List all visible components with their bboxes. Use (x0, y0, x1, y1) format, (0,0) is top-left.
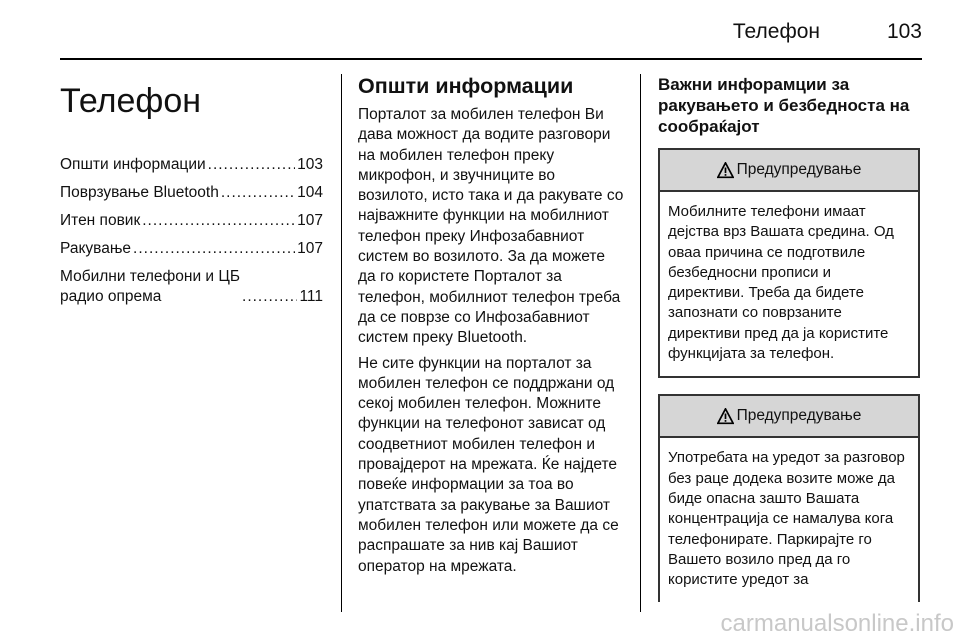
toc-item-label: Општи информации (60, 156, 206, 173)
warning-box (658, 148, 920, 378)
section-heading: Важни инфорамции за ракувањето и безбедноста на сообраќајот (658, 75, 910, 136)
table-of-contents (60, 155, 323, 307)
running-header-title: Телефон (732, 20, 820, 43)
warning-text: Мобилните телефони имаат дејства врз Вашата средина. Од оваа причина се подготвиле безбедносни прописи и директиви. Треба да бидете запознати со поврзаните директиви пред да ја користите функцијата за телефон. (668, 203, 894, 363)
toc-item-page: 107 (297, 240, 323, 257)
chapter-title: Телефон (60, 82, 202, 120)
toc-item-label: Итен повик (60, 212, 141, 229)
toc-item-label: Мобилни телефони и ЦБ радио опрема (60, 268, 241, 305)
warning-title: Предупредување (736, 407, 862, 425)
toc-item[interactable] (60, 267, 323, 307)
general-info-column (358, 74, 624, 582)
toc-item-page: 104 (297, 184, 323, 201)
toc-leader-dots (142, 211, 295, 231)
toc-item[interactable] (60, 239, 323, 259)
warning-header (660, 396, 918, 438)
toc-column (60, 74, 323, 315)
toc-item[interactable] (60, 155, 323, 175)
warning-triangle-icon (717, 162, 734, 179)
toc-item-page: 111 (299, 288, 323, 305)
toc-item-page: 103 (297, 156, 323, 173)
warning-text: Употребата на уредот за разговор без раце додека возите може да биде опасна зашто Вашата концентрација се намалува кога телефонирате. Паркирајте го Вашето возило пред да го користите уредот за (668, 449, 905, 589)
toc-item[interactable] (60, 211, 323, 231)
section-heading: Општи информации (358, 74, 574, 98)
body-paragraph: Не сите функции на порталот за мобилен телефон се поддржани од секој мобилен телефон. Можните функции на телефонот зависат од соодветниот мобилен телефон и провајдерот на мрежата. Ќе најдете повеќе информации за тоа во упатствата за ракување за Вашиот мобилен телефон или можете да се распрашате за нив кај Вашиот оператор на мрежата. (358, 354, 619, 575)
watermark: carmanualsonline.info (720, 610, 954, 637)
toc-leader-dots (242, 287, 297, 307)
warning-header (660, 150, 918, 192)
column-divider (640, 74, 641, 612)
toc-item-label: Поврзување Bluetooth (60, 184, 219, 201)
header-rule (60, 58, 922, 60)
toc-item-label: Ракување (60, 240, 132, 257)
warning-box (658, 394, 920, 602)
warning-title: Предупредување (736, 161, 862, 178)
toc-leader-dots (133, 239, 295, 259)
toc-leader-dots (221, 183, 295, 203)
safety-column (658, 74, 920, 618)
warning-triangle-icon (717, 408, 734, 425)
toc-item-page: 107 (297, 212, 323, 229)
toc-item[interactable] (60, 183, 323, 203)
toc-leader-dots (208, 155, 295, 175)
column-divider (341, 74, 342, 612)
body-paragraph: Порталот за мобилен телефон Ви дава можност да водите разговори на мобилен телефон преку микрофон, и звучниците во возилото, исто така и да ракувате со најважните функции на мобилниот телефон преку Инфозабавниот систем во возилото. За да можете да го користете Порталот за телефон, мобилниот телефон треба да се поврзе со Инфозабавниот систем преку Bluetooth. (358, 106, 624, 347)
page-number: 103 (886, 20, 922, 43)
